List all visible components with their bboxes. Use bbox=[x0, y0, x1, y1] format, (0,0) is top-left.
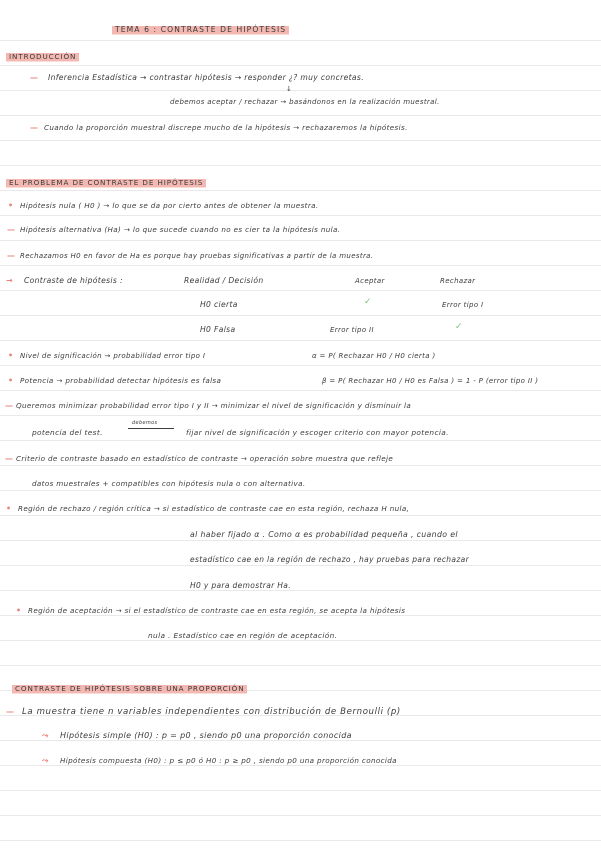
dot-bullet: • bbox=[16, 606, 22, 615]
page-title: TEMA 6 : CONTRASTE DE HIPÓTESIS bbox=[112, 24, 289, 35]
squiggle-arrow-icon: ⤳ bbox=[42, 731, 49, 740]
intro-line-3: Cuando la proporción muestral discrepe mucho de la hipótesis → rechazaremos la hipótesis. bbox=[44, 123, 408, 132]
hipotesis-compuesta: Hipótesis compuesta (H0) : p ≤ p0 ó H0 : p ≥ p0 , siendo p0 una proporción conocida bbox=[60, 756, 397, 765]
table-row1-rechazar: Error tipo I bbox=[442, 301, 484, 309]
aceptacion-line-1: Región de aceptación → si el estadístico de contraste cae en esta región, se acepta la hipótesis bbox=[28, 606, 406, 615]
h0-definition: Hipótesis nula ( H0 ) → lo que se da por cierto antes de obtener la muestra. bbox=[20, 201, 319, 210]
intro-line-2: debemos aceptar / rechazar → basándonos en la realización muestral. bbox=[170, 98, 440, 106]
region-line-4: H0 y para demostrar Ha. bbox=[190, 581, 291, 590]
section-heading-intro: INTRODUCCIÓN bbox=[6, 51, 79, 62]
dash-bullet: — bbox=[7, 225, 15, 234]
table-header-realidad: Realidad / Decisión bbox=[184, 276, 264, 285]
potencia-formula: β = P( Rechazar H0 / H0 es Falsa ) = 1 - P (error tipo II ) bbox=[322, 377, 539, 385]
table-row2-label: H0 Falsa bbox=[200, 325, 236, 334]
dash-bullet: — bbox=[30, 73, 38, 82]
potencia-line: Potencia → probabilidad detectar hipótesis es falsa bbox=[20, 376, 222, 385]
queremos-line-2b: fijar nivel de significación y escoger criterio con mayor potencia. bbox=[186, 428, 449, 437]
dash-bullet: — bbox=[30, 123, 38, 132]
dash-bullet: — bbox=[5, 401, 13, 410]
section-heading-proportion: CONTRASTE DE HIPÓTESIS SOBRE UNA PROPORCIÓN bbox=[12, 683, 247, 694]
hipotesis-simple: Hipótesis simple (H0) : p = p0 , siendo p0 una proporción conocida bbox=[60, 731, 352, 740]
arrow-bullet: → bbox=[6, 276, 13, 285]
queremos-over-arrow: debemos bbox=[132, 420, 158, 426]
intro-line-1: Inferencia Estadística → contrastar hipótesis → responder ¿? muy concretas. bbox=[48, 73, 364, 82]
dot-bullet: • bbox=[6, 504, 12, 513]
dash-bullet: — bbox=[7, 251, 15, 260]
ha-definition: Hipótesis alternativa (Ha) → lo que sucede cuando no es cier ta la hipótesis nula. bbox=[20, 225, 341, 234]
nivel-formula: α = P( Rechazar H0 / H0 cierta ) bbox=[312, 352, 436, 360]
proportion-line-1: La muestra tiene n variables independientes con distribución de Bernoulli (p) bbox=[22, 707, 401, 717]
table-row1-label: H0 cierta bbox=[200, 300, 238, 309]
table-row2-aceptar: Error tipo II bbox=[330, 326, 374, 334]
region-line-1: Región de rechazo / región crítica → si estadístico de contraste cae en esta región, rechaza H nula, bbox=[18, 504, 410, 513]
nivel-line: Nivel de significación → probabilidad error tipo I bbox=[20, 352, 206, 360]
queremos-line-1: Queremos minimizar probabilidad error tipo I y II → minimizar el nivel de significación y disminuir la bbox=[16, 401, 412, 410]
squiggle-arrow-icon: ⤳ bbox=[42, 756, 49, 765]
check-icon: ✓ bbox=[364, 297, 372, 307]
criterio-line-1: Criterio de contraste basado en estadístico de contraste → operación sobre muestra que refleje bbox=[16, 454, 394, 463]
section-heading-problem: EL PROBLEMA DE CONTRASTE DE HIPÓTESIS bbox=[6, 177, 206, 188]
queremos-line-2a: potencia del test. bbox=[32, 428, 103, 437]
over-arrow-line bbox=[128, 428, 174, 429]
dot-bullet: • bbox=[8, 376, 14, 385]
dash-bullet: — bbox=[6, 707, 14, 716]
dot-bullet: • bbox=[8, 201, 14, 210]
dot-bullet: • bbox=[8, 351, 14, 360]
down-arrow-icon: ↓ bbox=[286, 85, 292, 93]
aceptacion-line-2: nula . Estadístico cae en región de aceptación. bbox=[148, 631, 338, 640]
contraste-label: Contraste de hipótesis : bbox=[24, 276, 123, 285]
dash-bullet: — bbox=[5, 454, 13, 463]
region-line-2: al haber fijado α . Como α es probabilidad pequeña , cuando el bbox=[190, 530, 458, 539]
table-header-aceptar: Aceptar bbox=[355, 277, 385, 285]
criterio-line-2: datos muestrales + compatibles con hipótesis nula o con alternativa. bbox=[32, 479, 306, 488]
table-header-rechazar: Rechazar bbox=[440, 277, 476, 285]
check-icon: ✓ bbox=[455, 322, 463, 332]
rechazamos-line: Rechazamos H0 en favor de Ha es porque hay pruebas significativas a partir de la muestra. bbox=[20, 252, 374, 260]
region-line-3: estadístico cae en la región de rechazo , hay pruebas para rechazar bbox=[190, 555, 470, 564]
